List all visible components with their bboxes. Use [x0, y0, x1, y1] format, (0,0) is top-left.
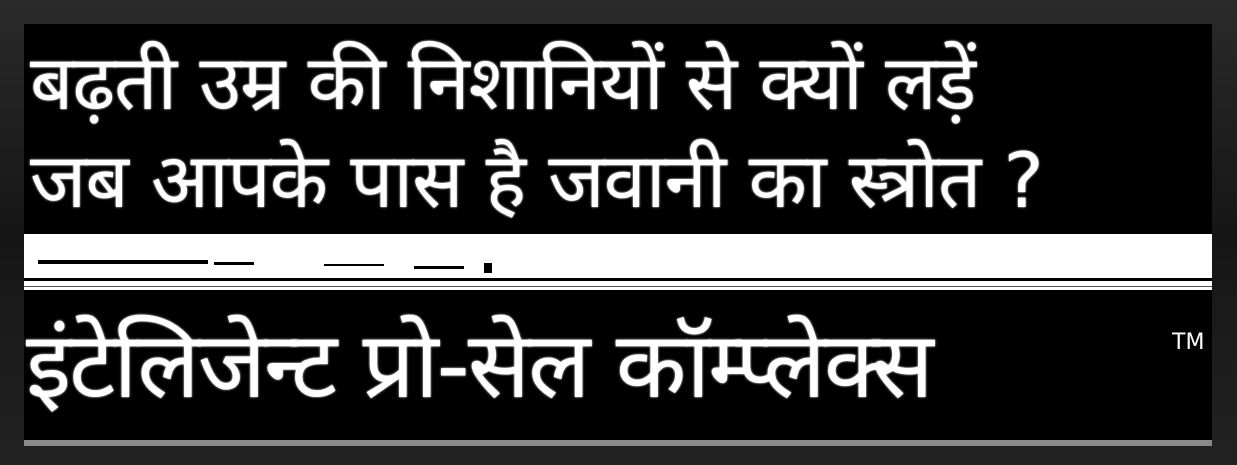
divider-rule-thin: [24, 286, 1212, 287]
distress-speck: [324, 264, 384, 266]
distress-speck: [414, 266, 464, 269]
distress-speck: [214, 262, 254, 265]
banner-panel: [24, 24, 1212, 444]
headline-line-2: जब आपके पास है जवानी का स्त्रोत ?: [30, 136, 1043, 225]
distress-speck: [38, 260, 208, 264]
headline-line-1: बढ़ती उम्र की निशानियों से क्यों लड़ें: [30, 38, 976, 127]
trademark-mark: TM: [1172, 330, 1205, 355]
bottom-edge: [24, 440, 1212, 446]
product-name: इंटेलिजेन्ट प्रो-सेल कॉम्प्लेक्स: [26, 312, 932, 419]
divider-rule: [24, 278, 1212, 281]
distress-speck: [484, 263, 492, 273]
